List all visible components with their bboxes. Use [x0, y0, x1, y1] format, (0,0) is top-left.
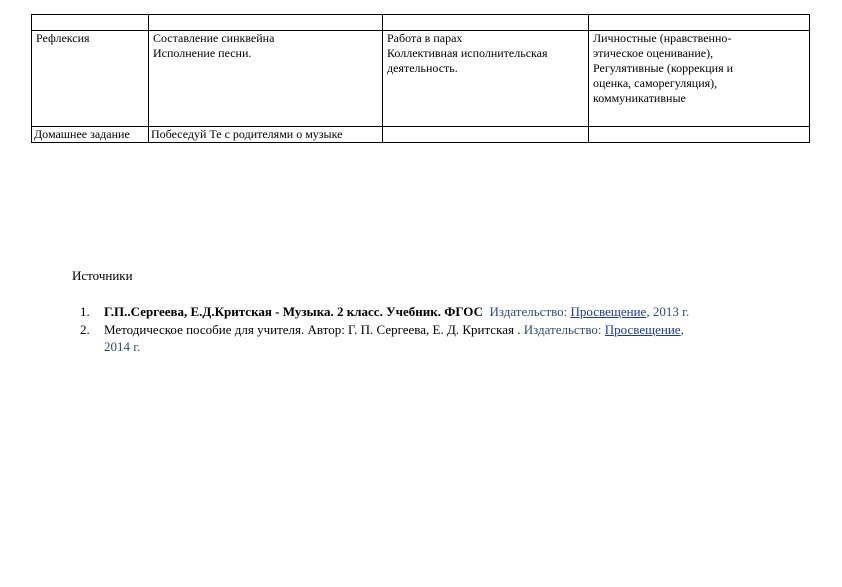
table-cell — [383, 15, 589, 31]
lesson-table — [31, 14, 810, 143]
activity-line: Побеседуй Те с родителями о музыке — [151, 127, 343, 141]
list-number: 2. — [80, 322, 90, 337]
table-row — [32, 127, 810, 143]
table-cell — [149, 15, 383, 31]
stage-cell — [32, 31, 149, 127]
activity-line: Исполнение песни. — [153, 46, 252, 60]
stage-cell — [32, 127, 149, 143]
uud-cell — [589, 31, 810, 127]
publisher-link[interactable]: Просвещение — [604, 322, 681, 337]
source-authors: Г.П..Сергеева, Е.Д.Критская - Музыка. 2 класс. Учебник. ФГОС — [104, 304, 483, 319]
table-cell — [589, 127, 810, 143]
list-item — [80, 321, 760, 355]
sources-list — [80, 303, 760, 356]
uud-line: этическое оценивание), — [593, 46, 714, 60]
uud-line: оценка, саморегуляция), — [593, 76, 718, 90]
stage-text: Домашнее задание — [34, 127, 130, 141]
source-tail: , — [680, 322, 684, 337]
form-line: деятельность. — [387, 61, 458, 75]
sources-title: Источники — [72, 268, 133, 283]
list-item — [80, 303, 760, 320]
table-cell — [32, 15, 149, 31]
stage-text: Рефлексия — [36, 31, 90, 45]
uud-line: Личностные (нравственно- — [593, 31, 732, 45]
source-year: 2014 г. — [104, 339, 141, 354]
table-cell — [589, 15, 810, 31]
publisher-label: Издательство: — [523, 322, 602, 337]
activity-line: Составление синквейна — [153, 31, 275, 45]
list-number: 1. — [80, 304, 90, 319]
source-tail: , 2013 г. — [646, 304, 690, 319]
source-text: Методическое пособие для учителя. Автор: Г. П. Сергеева, Е. Д. Критская . — [104, 322, 521, 337]
uud-line: коммуникативные — [593, 91, 686, 105]
table-row — [32, 15, 810, 31]
uud-line: Регулятивные (коррекция и — [593, 61, 734, 75]
table-cell — [383, 127, 589, 143]
form-cell — [383, 31, 589, 127]
form-line: Работа в парах — [387, 31, 463, 45]
publisher-label: Издательство: — [489, 304, 568, 319]
activity-cell — [149, 31, 383, 127]
form-line: Коллективная исполнительская — [387, 46, 548, 60]
table-row — [32, 31, 810, 127]
publisher-link[interactable]: Просвещение — [570, 304, 647, 319]
activity-cell — [149, 127, 383, 143]
